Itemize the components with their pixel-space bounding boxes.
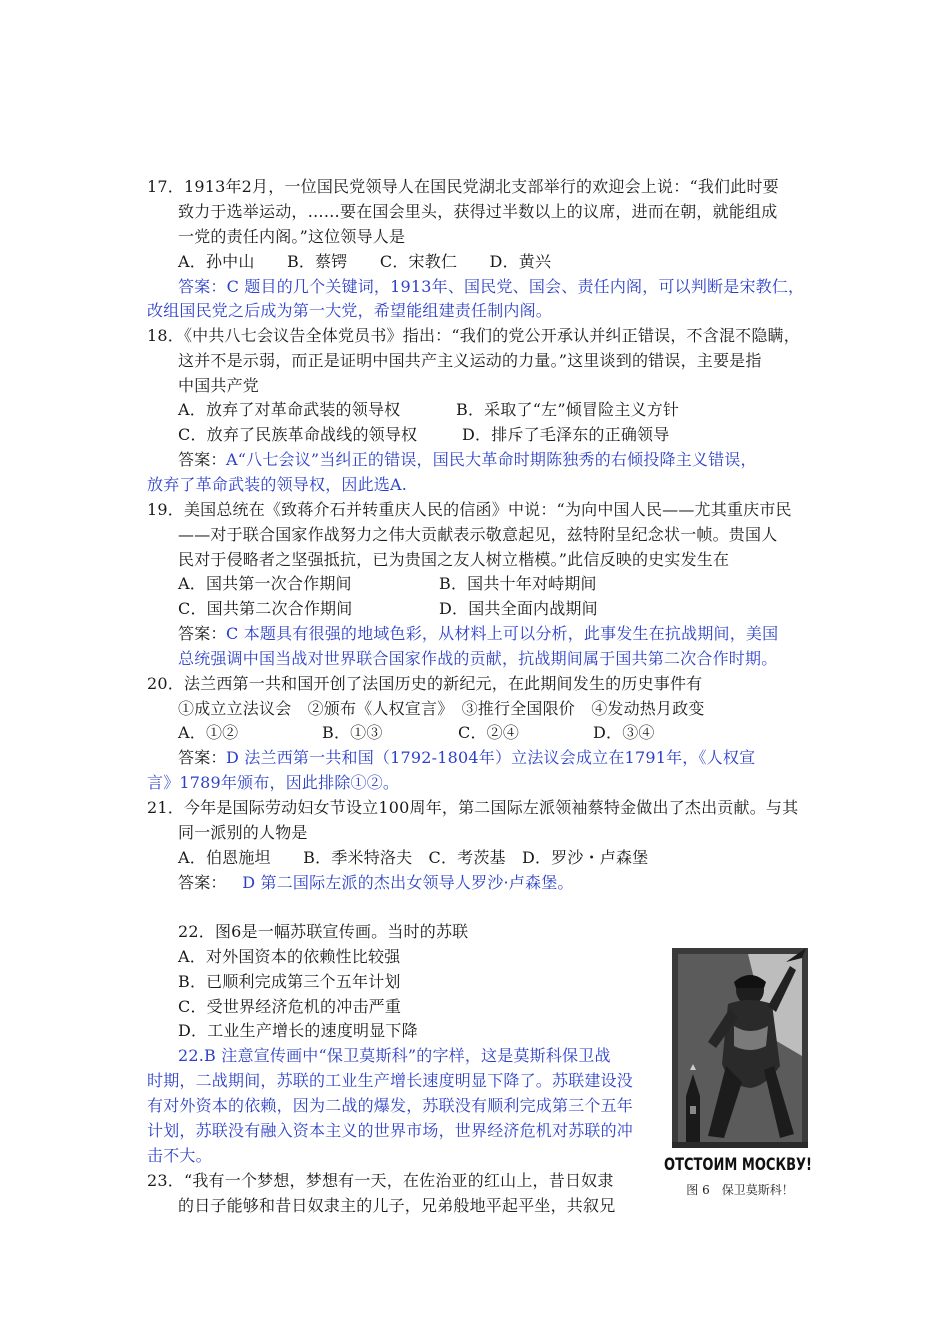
q19-line-2: ——对于联合国家作战努力之伟大贡献表示敬意起见，兹特附呈纪念状一帧。贵国人 <box>178 525 778 544</box>
figure-caption: 图 6 保卫莫斯科！ <box>686 1183 794 1197</box>
q18-answer-line-1: A“八七会议”当纠正的错误，国民大革命时期陈独秀的右倾投降主义错误， <box>226 450 757 469</box>
q22-option-c: C．受世界经济危机的冲击严重 <box>178 997 402 1016</box>
q22-answer-line-2: 时期，二战期间，苏联的工业生产增长速度明显下降了。苏联建设没 <box>147 1071 634 1090</box>
q21-line-1: 21．今年是国际劳动妇女节设立100周年，第二国际左派领袖蔡特金做出了杰出贡献。与其 <box>147 798 799 817</box>
q20-line-1: 20．法兰西第一共和国开创了法国历史的新纪元，在此期间发生的历史事件有 <box>147 674 703 693</box>
q22-line-1: 22．图6是一幅苏联宣传画。当时的苏联 <box>178 922 469 941</box>
q19-answer-label: 答案： <box>178 624 227 643</box>
q22-answer-line-4: 计划，苏联没有融入资本主义的世界市场，世界经济危机对苏联的冲 <box>147 1121 634 1140</box>
q17-answer-line-2: 改组国民党之后成为第一大党，希望能组建责任制内阁。 <box>147 301 553 320</box>
q17-answer-line-1: 答案：C 题目的几个关键词，1913年、国民党、国会、责任内阁，可以判断是宋教仁， <box>178 277 805 296</box>
q18-option-d: D．排斥了毛泽东的正确领导 <box>462 425 670 444</box>
q18-option-c: C．放弃了民族革命战线的领导权 <box>178 425 418 444</box>
q19-option-d: D．国共全面内战期间 <box>439 599 598 618</box>
q20-option-a: A．①② <box>178 723 239 742</box>
q17-options: A．孙中山 B．蔡锷 C．宋教仁 D．黄兴 <box>178 252 552 271</box>
q18-line-1: 18．《中共八七会议告全体党员书》指出：“我们的党公开承认并纠正错误，不含混不隐瞒， <box>147 326 800 345</box>
q19-option-a: A．国共第一次合作期间 <box>178 574 352 593</box>
q21-answer-label: 答案： <box>178 873 227 892</box>
q22-answer-line-5: 击不大。 <box>147 1146 212 1165</box>
q20-answer-line-1: D 法兰西第一共和国（1792-1804年）立法议会成立在1791年，《人权宣 <box>226 748 756 767</box>
q20-items: ①成立立法议会 ②颁布《人权宣言》 ③推行全国限价 ④发动热月政变 <box>178 699 705 718</box>
q21-answer-line-1: D 第二国际左派的杰出女领导人罗沙·卢森堡。 <box>226 873 574 892</box>
q22-answer-line-1: 22.B 注意宣传画中“保卫莫斯科”的字样，这是莫斯科保卫战 <box>178 1046 611 1065</box>
q23-line-1: 23．“我有一个梦想，梦想有一天，在佐治亚的红山上，昔日奴隶 <box>147 1171 614 1190</box>
q22-answer-line-3: 有对外资本的依赖，因为二战的爆发，苏联没有顺利完成第三个五年 <box>147 1096 634 1115</box>
q18-option-b: B．采取了“左”倾冒险主义方针 <box>456 400 680 419</box>
q18-answer-line-2: 放弃了革命武装的领导权，因此选A. <box>147 475 408 494</box>
q18-line-2: 这并不是示弱，而正是证明中国共产主义运动的力量。”这里谈到的错误，主要是指 <box>178 351 762 370</box>
poster-illustration <box>664 946 828 1201</box>
q20-option-d: D．③④ <box>593 723 655 742</box>
q18-answer-label: 答案： <box>178 450 227 469</box>
q20-option-b: B．①③ <box>322 723 383 742</box>
q19-option-c: C．国共第二次合作期间 <box>178 599 353 618</box>
q22-option-b: B．已顺利完成第三个五年计划 <box>178 972 401 991</box>
poster-slogan: ОТСТОИМ МОСКВУ! <box>664 1155 812 1175</box>
q17-line-3: 一党的责任内阁。”这位领导人是 <box>178 227 406 246</box>
q21-line-2: 同一派别的人物是 <box>178 823 308 842</box>
q21-options: A．伯恩施坦 B．季米特洛夫 C．考茨基 D．罗沙・卢森堡 <box>178 848 649 867</box>
q19-line-3: 民对于侵略者之坚强抵抗，已为贵国之友人树立楷模。”此信反映的史实发生在 <box>178 550 730 569</box>
q23-line-2: 的日子能够和昔日奴隶主的儿子，兄弟般地平起平坐，共叙兄 <box>178 1196 616 1215</box>
q22-option-d: D．工业生产增长的速度明显下降 <box>178 1021 418 1040</box>
q20-option-c: C．②④ <box>458 723 520 742</box>
q19-answer-line-1: C 本题具有很强的地域色彩，从材料上可以分析，此事发生在抗战期间，美国 <box>226 624 779 643</box>
q22-option-a: A．对外国资本的依赖性比较强 <box>178 947 401 966</box>
q17-line-1: 17．1913年2月，一位国民党领导人在国民党湖北支部举行的欢迎会上说：“我们此时要 <box>147 177 779 196</box>
q17-line-2: 致力于选举运动，……要在国会里头，获得过半数以上的议席，进而在朝，就能组成 <box>178 202 778 221</box>
q19-option-b: B．国共十年对峙期间 <box>439 574 597 593</box>
q18-option-a: A．放弃了对革命武装的领导权 <box>178 400 401 419</box>
q19-answer-line-2: 总统强调中国当战对世界联合国家作战的贡献，抗战期间属于国共第二次合作时期。 <box>178 649 778 668</box>
soviet-poster-figure <box>664 946 828 1201</box>
q18-line-3: 中国共产党 <box>178 376 260 395</box>
q19-line-1: 19．美国总统在《致蒋介石并转重庆人民的信函》中说：“为向中国人民——尤其重庆市民 <box>147 500 792 519</box>
q20-answer-line-2: 言》1789年颁布，因此排除①②。 <box>147 773 400 792</box>
q20-answer-label: 答案： <box>178 748 227 767</box>
